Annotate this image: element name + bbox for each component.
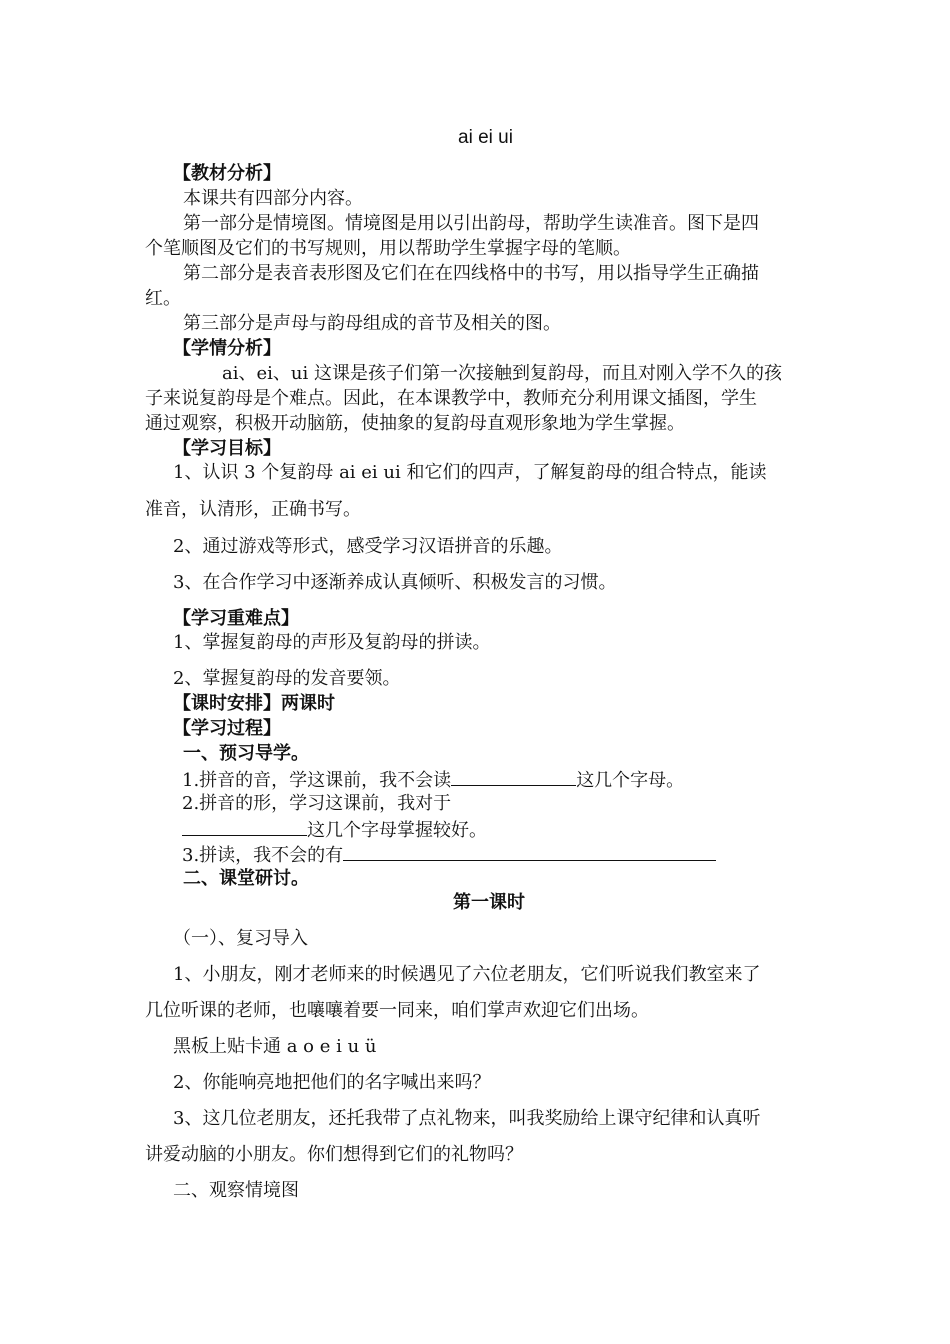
paragraph-line: 通过观察，积极开动脑筋，使抽象的复韵母直观形象地为学生掌握。 [145,413,685,434]
list-item: 准音，认清形，正确书写。 [145,499,361,520]
paragraph-line: 个笔顺图及它们的书写规则，用以帮助学生掌握字母的笔顺。 [145,238,631,259]
paragraph-line: 2、你能响亮地把他们的名字喊出来吗？ [173,1072,491,1093]
paragraph-line: 黑板上贴卡通 a o e i u ü [173,1036,377,1057]
list-item: 3、在合作学习中逐渐养成认真倾听、积极发言的习惯。 [173,572,617,593]
subsection-heading: 二、观察情境图 [173,1180,299,1201]
fill-blank [182,817,307,836]
preview-item-2: 2.拼音的形，学习这课前，我对于 [182,793,452,814]
paragraph-line: 第三部分是声母与韵母组成的音节及相关的图。 [183,313,561,334]
paragraph-line: 第一部分是情境图。情境图是用以引出韵母，帮助学生读准音。图下是四 [183,213,759,234]
heading-student-analysis: 【学情分析】 [173,338,281,359]
lesson-heading: 第一课时 [453,892,525,913]
heading-schedule: 【课时安排】两课时 [173,693,335,714]
preview-item-2-cont [182,817,487,843]
preview-text: 1.拼音的音，学这课前，我不会读 [182,770,452,791]
list-item: 2、通过游戏等形式，感受学习汉语拼音的乐趣。 [173,536,563,557]
heading-material-analysis: 【教材分析】 [173,163,281,184]
paragraph-line: 子来说复韵母是个难点。因此，在本课教学中，教师充分利用课文插图，学生 [145,388,757,409]
list-item: 2、掌握复韵母的发音要领。 [173,668,401,689]
paragraph-line: 3、这几位老朋友，还托我带了点礼物来，叫我奖励给上课守纪律和认真听 [173,1108,761,1129]
heading-learning-process: 【学习过程】 [173,718,281,739]
preview-text: 3.拼读，我不会的有 [182,845,344,866]
list-item: 1、掌握复韵母的声形及复韵母的拼读。 [173,632,491,653]
paragraph-line: 本课共有四部分内容。 [183,188,363,209]
fill-blank [343,842,716,861]
paragraph-line: 讲爱动脑的小朋友。你们想得到它们的礼物吗？ [145,1144,523,1165]
page-title: ai ei ui [458,127,513,148]
section-class-discussion: 二、课堂研讨。 [183,868,309,889]
paragraph-line: 第二部分是表音表形图及它们在在四线格中的书写，用以指导学生正确描 [183,263,759,284]
preview-text: 这几个字母。 [576,770,685,791]
heading-key-points: 【学习重难点】 [173,608,299,629]
section-preview: 一、预习导学。 [183,743,309,764]
paragraph-line: 几位听课的老师，也嚷嚷着要一同来，咱们掌声欢迎它们出场。 [145,1000,649,1021]
paragraph-line: 红。 [145,288,181,309]
paragraph-line: ai、ei、ui 这课是孩子们第一次接触到复韵母，而且对刚入学不久的孩 [222,363,782,384]
preview-text: 这几个字母掌握较好。 [307,820,487,841]
paragraph-line: 1、小朋友，刚才老师来的时候遇见了六位老朋友，它们听说我们教室来了 [173,964,761,985]
heading-learning-goals: 【学习目标】 [173,438,281,459]
preview-item-3 [182,842,716,868]
preview-item-1 [182,767,684,793]
list-item: 1、认识 3 个复韵母 ai ei ui 和它们的四声，了解复韵母的组合特点，能读 [173,462,767,483]
fill-blank [451,767,576,786]
subsection-heading: （一）、复习导入 [173,928,308,949]
